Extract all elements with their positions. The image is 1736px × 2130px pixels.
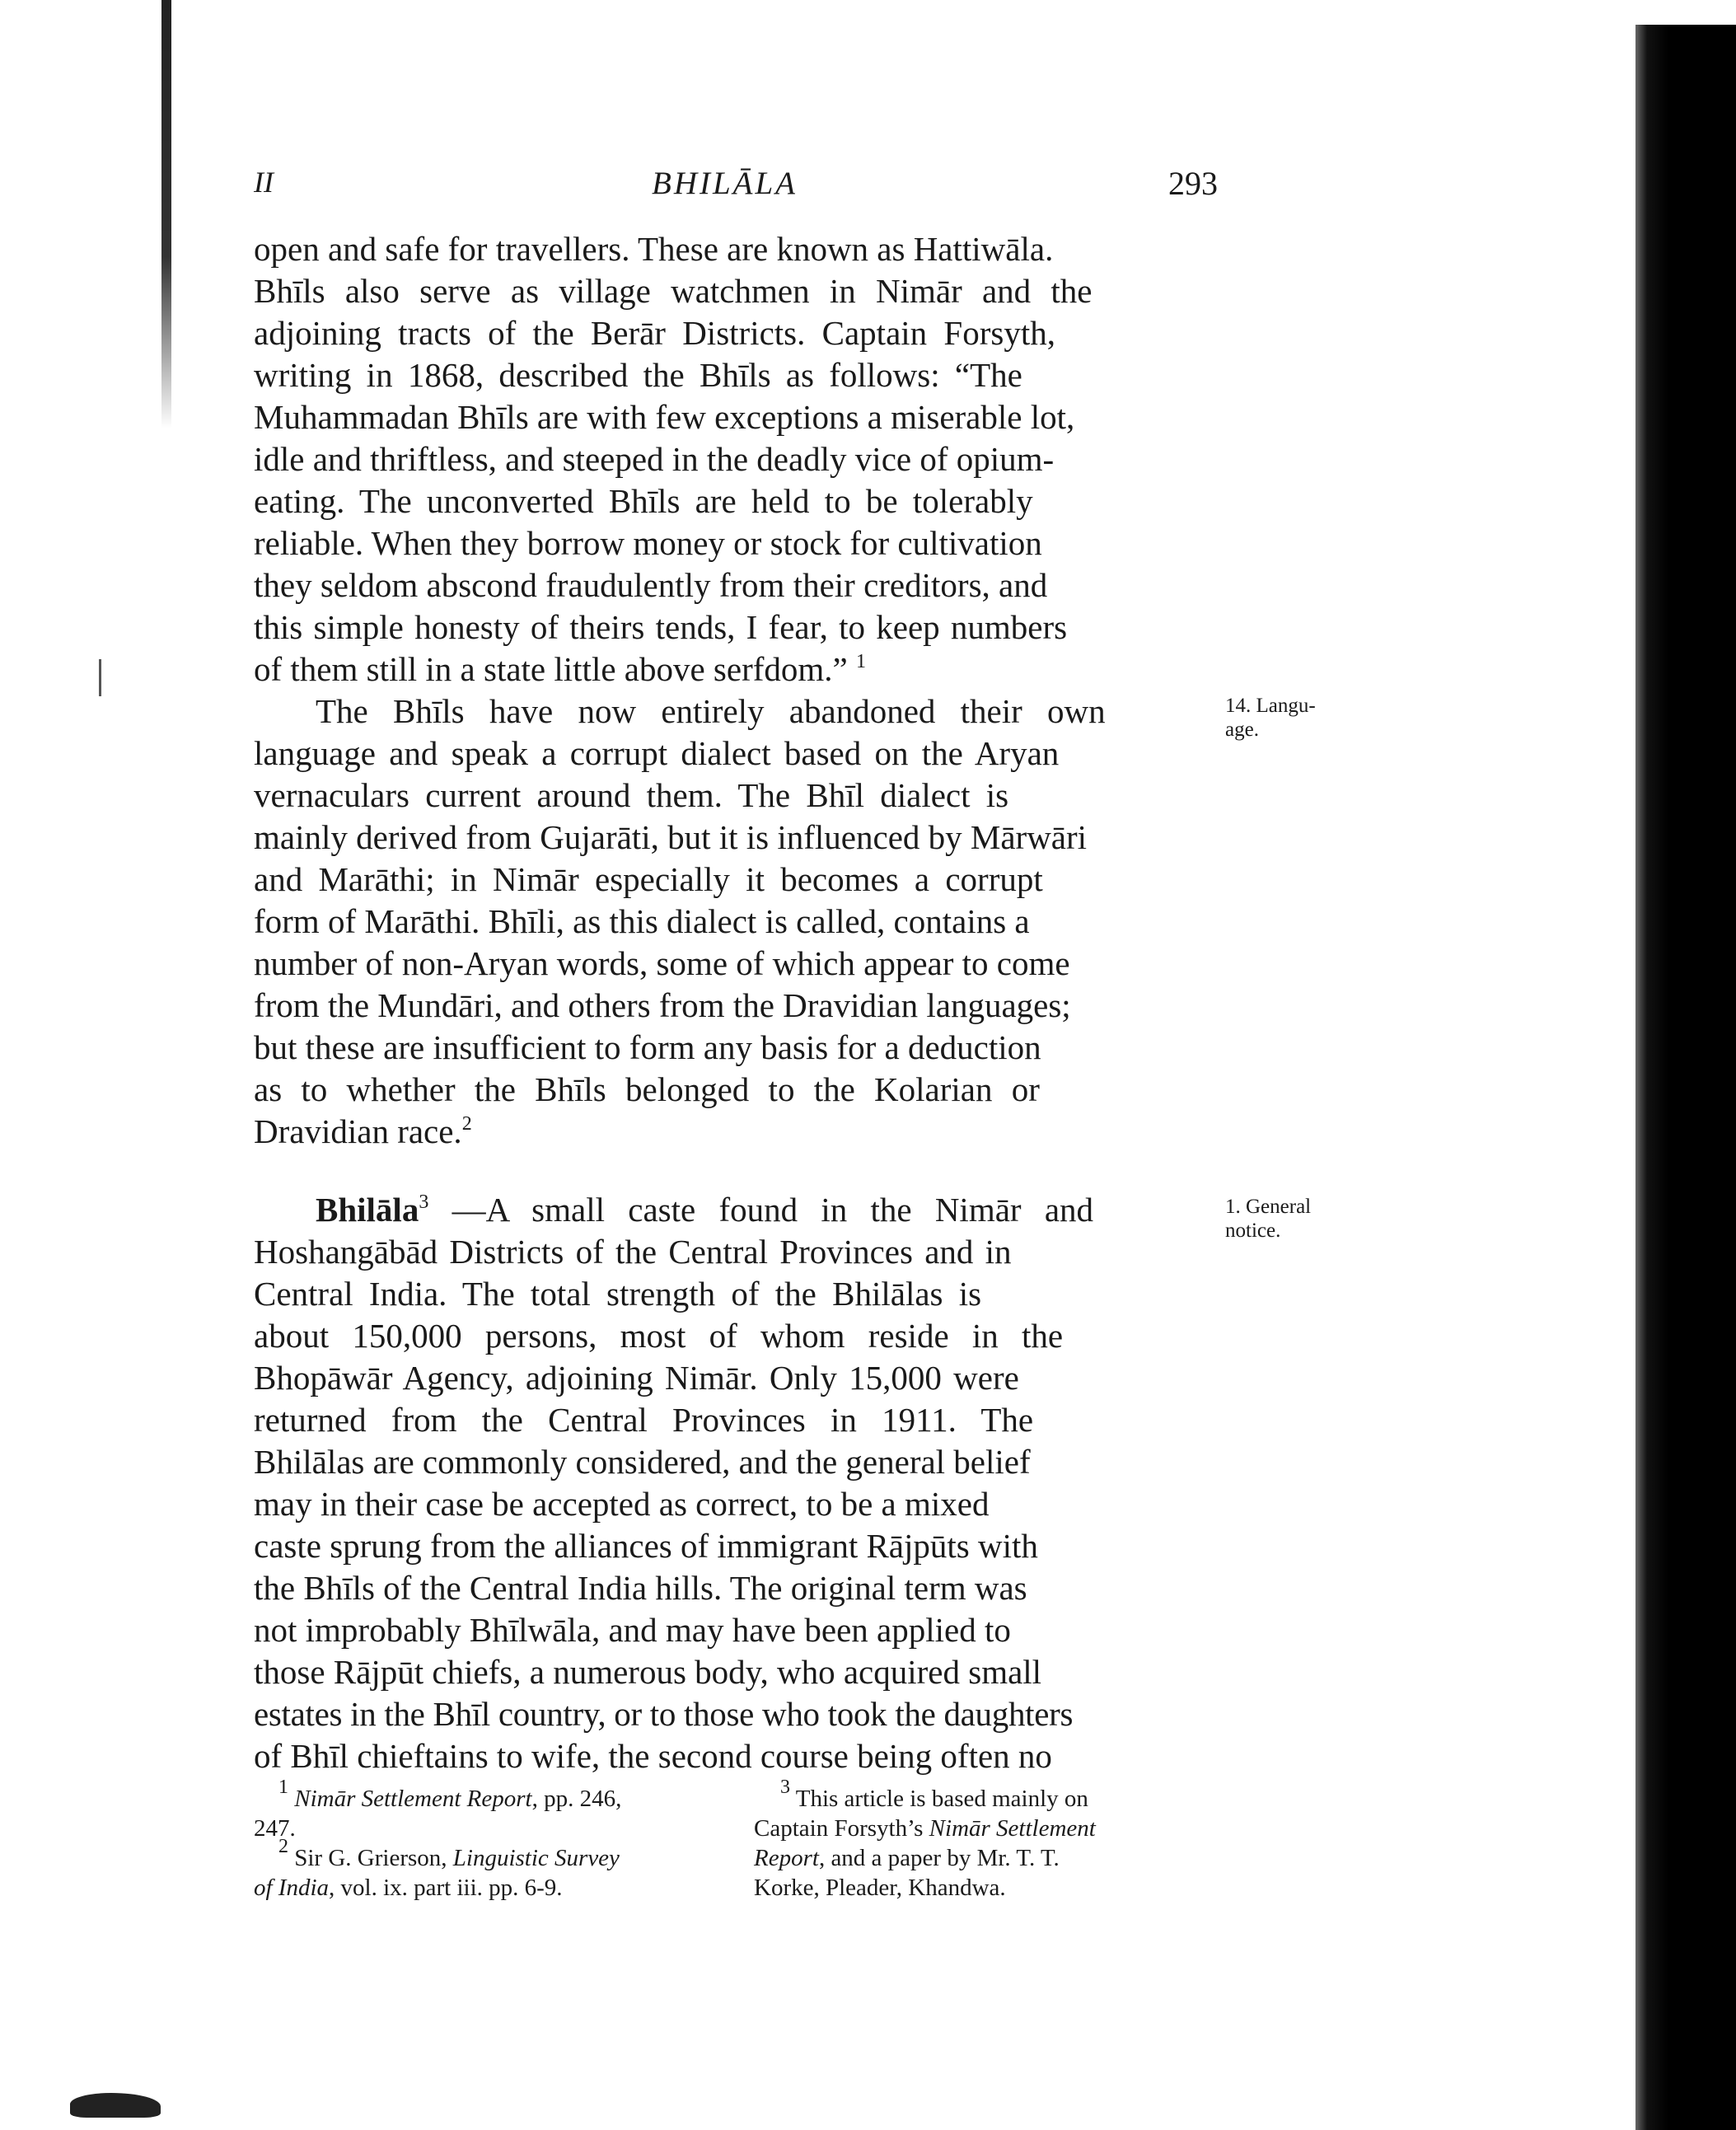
text-span: —A small caste found in the Nimār and <box>452 1191 1094 1229</box>
footnote-text: Captain Forsyth’s <box>754 1814 924 1842</box>
footnote-ref-3: 3 <box>419 1191 429 1213</box>
text-line: but these are insufficient to form any basis for a deduction <box>254 1028 1041 1066</box>
scan-left-edge-shadow <box>161 0 171 428</box>
footnote-work-title: Nimār Settlement <box>929 1814 1096 1842</box>
text-line: this simple honesty of theirs tends, I fear, to keep numbers <box>254 608 1068 646</box>
scan-right-edge-shadow <box>1635 25 1736 2130</box>
text-line: The Bhīls have now entirely abandoned their own <box>316 692 1106 730</box>
text-line: form of Marāthi. Bhīli, as this dialect is called, contains a <box>254 902 1030 940</box>
footnote-text: Sir G. Grierson, <box>294 1845 447 1871</box>
text-line: Bhopāwār Agency, adjoining Nimār. Only 15,000 were <box>254 1359 1019 1397</box>
margin-note-line: 14. Langu- <box>1225 695 1316 717</box>
footnote-text: , pp. 246, <box>531 1786 622 1812</box>
text-line: vernaculars current around them. The Bhīl dialect is <box>254 776 1009 814</box>
page-number: 293 <box>1168 165 1218 202</box>
text-line <box>316 1193 1093 1227</box>
text-line <box>254 650 866 688</box>
margin-note-line: age. <box>1225 718 1259 741</box>
footnote-mark: 1 <box>278 1777 288 1798</box>
text-line: eating. The unconverted Bhīls are held to be tolerably <box>254 482 1033 520</box>
text-line: those Rājpūt chiefs, a numerous body, who acquired small <box>254 1653 1042 1691</box>
text-line: not improbably Bhīlwāla, and may have been applied to <box>254 1611 1011 1649</box>
text-span: Dravidian race. <box>254 1112 462 1150</box>
text-line: as to whether the Bhīls belonged to the Kolarian or <box>254 1070 1040 1108</box>
text-line: they seldom abscond fraudulently from their creditors, and <box>254 566 1048 604</box>
footnote-work-title: of India <box>254 1874 330 1901</box>
scan-left-mark <box>99 659 101 696</box>
text-line: the Bhīls of the Central India hills. The original term was <box>254 1569 1027 1607</box>
text-line: Bhilālas are commonly considered, and the general belief <box>254 1443 1031 1481</box>
footnote-text: 247. <box>254 1814 296 1842</box>
footnote-1 <box>254 1777 715 1844</box>
chapter-numeral: II <box>254 166 274 199</box>
footnote-work-title: Linguistic Survey <box>452 1845 620 1871</box>
margin-note-line: notice. <box>1225 1219 1281 1242</box>
text-line: reliable. When they borrow money or stock for cultivation <box>254 524 1042 562</box>
text-span: of them still in a state little above serfdom.” <box>254 650 848 688</box>
scan-left-blot <box>70 2093 161 2118</box>
text-line: idle and thriftless, and steeped in the deadly vice of opium- <box>254 440 1055 478</box>
footnote-ref-2: 2 <box>461 1113 472 1135</box>
footnote-2 <box>254 1836 715 1903</box>
text-line: writing in 1868, described the Bhīls as follows: “The <box>254 356 1022 394</box>
text-line: about 150,000 persons, most of whom reside in the <box>254 1317 1064 1355</box>
text-line: Bhīls also serve as village watchmen in Nimār and the <box>254 272 1093 310</box>
text-line: caste sprung from the alliances of immigrant Rājpūts with <box>254 1527 1038 1565</box>
text-line: open and safe for travellers. These are known as Hattiwāla. <box>254 230 1054 268</box>
text-line: returned from the Central Provinces in 1911. The <box>254 1401 1034 1439</box>
footnote-ref-1: 1 <box>855 651 866 672</box>
text-line: mainly derived from Gujarāti, but it is influenced by Mārwāri <box>254 818 1088 856</box>
footnote-text: , vol. ix. part iii. pp. 6-9. <box>329 1874 563 1901</box>
margin-note-general <box>1225 1196 1311 1243</box>
text-line: Muhammadan Bhīls are with few exceptions a miserable lot, <box>254 398 1075 436</box>
caste-heading: Bhilāla <box>316 1191 419 1229</box>
footnote-text: , and a paper by Mr. T. T. <box>818 1844 1060 1871</box>
footnote-work-title: Nimār Settlement Report <box>294 1786 532 1812</box>
footnote-3 <box>754 1777 1232 1903</box>
text-line <box>254 1112 472 1150</box>
text-line: Central India. The total strength of the Bhilālas is <box>254 1275 982 1313</box>
margin-note-language <box>1225 695 1316 742</box>
text-line: and Marāthi; in Nimār especially it becomes a corrupt <box>254 860 1043 898</box>
footnote-text: Korke, Pleader, Khandwa. <box>754 1874 1006 1901</box>
footnote-work-title: Report <box>754 1844 819 1871</box>
footnote-mark: 3 <box>780 1777 790 1798</box>
text-line: of Bhīl chieftains to wife, the second course being often no <box>254 1737 1052 1775</box>
text-line: from the Mundāri, and others from the Dravidian languages; <box>254 986 1071 1024</box>
text-line: adjoining tracts of the Berār Districts. Captain Forsyth, <box>254 314 1055 352</box>
text-line: may in their case be accepted as correct, to be a mixed <box>254 1485 990 1523</box>
text-line: estates in the Bhīl country, or to those who took the daughters <box>254 1695 1074 1733</box>
margin-note-line: 1. General <box>1225 1196 1312 1218</box>
footnote-mark: 2 <box>278 1836 288 1857</box>
text-line: number of non-Aryan words, some of which appear to come <box>254 944 1070 982</box>
text-line: Hoshangābād Districts of the Central Provinces and in <box>254 1233 1012 1271</box>
footnote-text: This article is based mainly on <box>795 1786 1088 1812</box>
text-line: language and speak a corrupt dialect based on the Aryan <box>254 734 1060 772</box>
running-title: BHILĀLA <box>652 166 798 201</box>
